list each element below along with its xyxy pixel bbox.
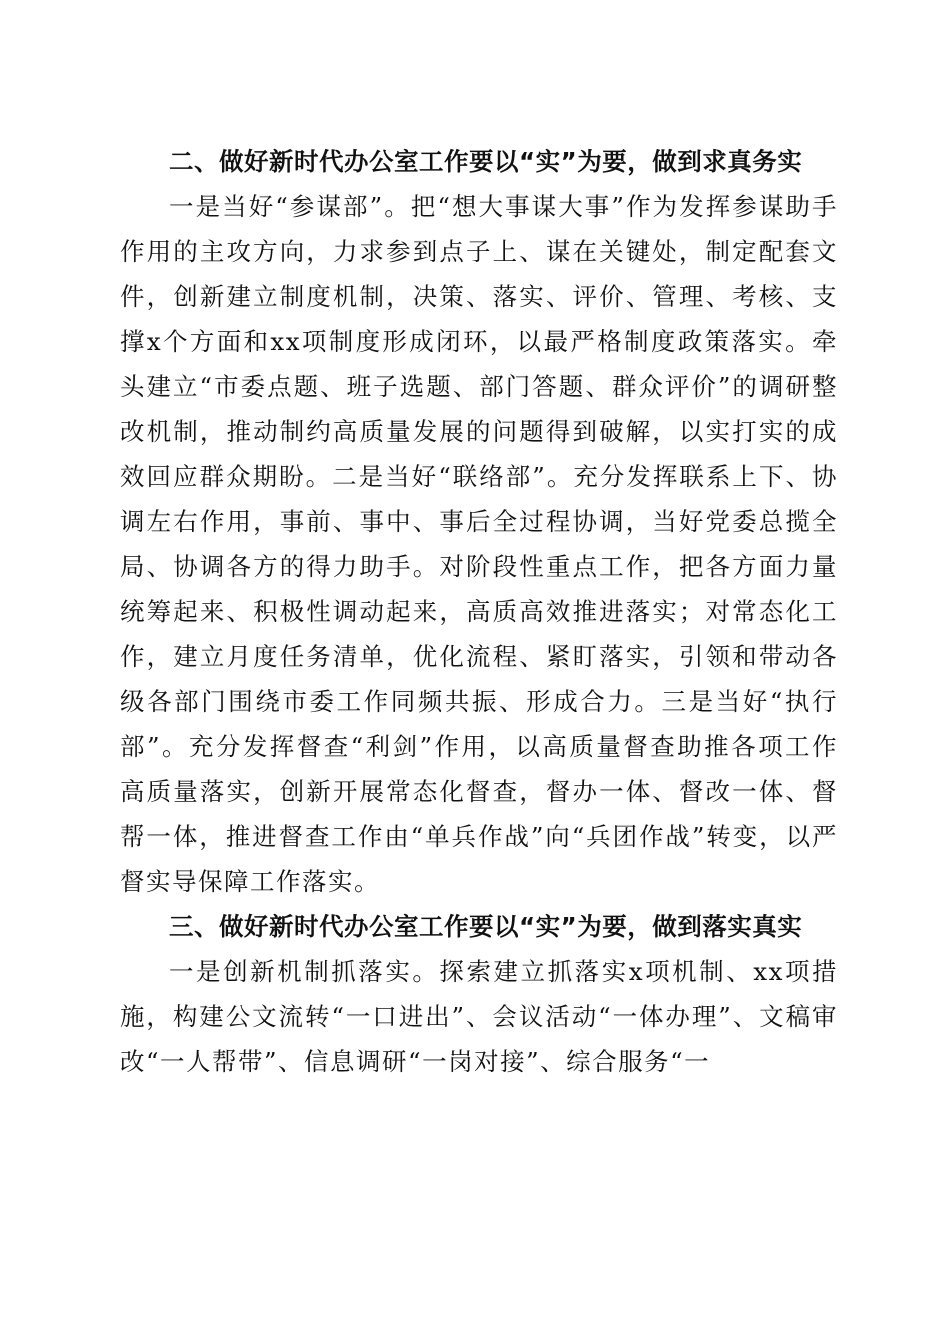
section-3-paragraph: 一是创新机制抓落实。探索建立抓落实x项机制、xx项措施，构建公文流转“一口进出”、会议活动“一体办理”、文稿审改“一人帮带”、信息调研“一岗对接”、综合服务“一 [120,957,838,1076]
section-2-heading: 二、做好新时代办公室工作要以“实”为要，做到求真务实 [169,147,803,176]
section-2-paragraph: 一是当好“参谋部”。把“想大事谋大事”作为发挥参谋助手作用的主攻方向，力求参到点子上、谋在关键处，制定配套文件，创新建立制度机制，决策、落实、评价、管理、考核、支撑x个方面和xx项制度形成闭环，以最严格制度政策落实。牵头建立“市委点题、班子选题、部门答题、群众评价”的调研整改机制，推动制约高质量发展的问题得到破解，以实打实的成效回应群众期盼。二是当好“联络部”。充分发挥联系上下、协调左右作用，事前、事中、事后全过程协调，当好党委总揽全局、协调各方的得力助手。对阶段性重点工作，把各方面力量统筹起来、积极性调动起来，高质高效推进落实；对常态化工作，建立月度任务清单，优化流程、紧盯落实，引领和带动各级各部门围绕市委工作同频共振、形成合力。三是当好“执行部”。充分发挥督查“利剑”作用，以高质量督查助推各项工作高质量落实，创新开展常态化督查，督办一体、督改一体、督帮一体，推进督查工作由“单兵作战”向“兵团作战”转变，以严督实导保障工作落实。 [120,192,838,896]
section-3-heading: 三、做好新时代办公室工作要以“实”为要，做到落实真实 [169,912,803,941]
document-body [120,139,838,1084]
